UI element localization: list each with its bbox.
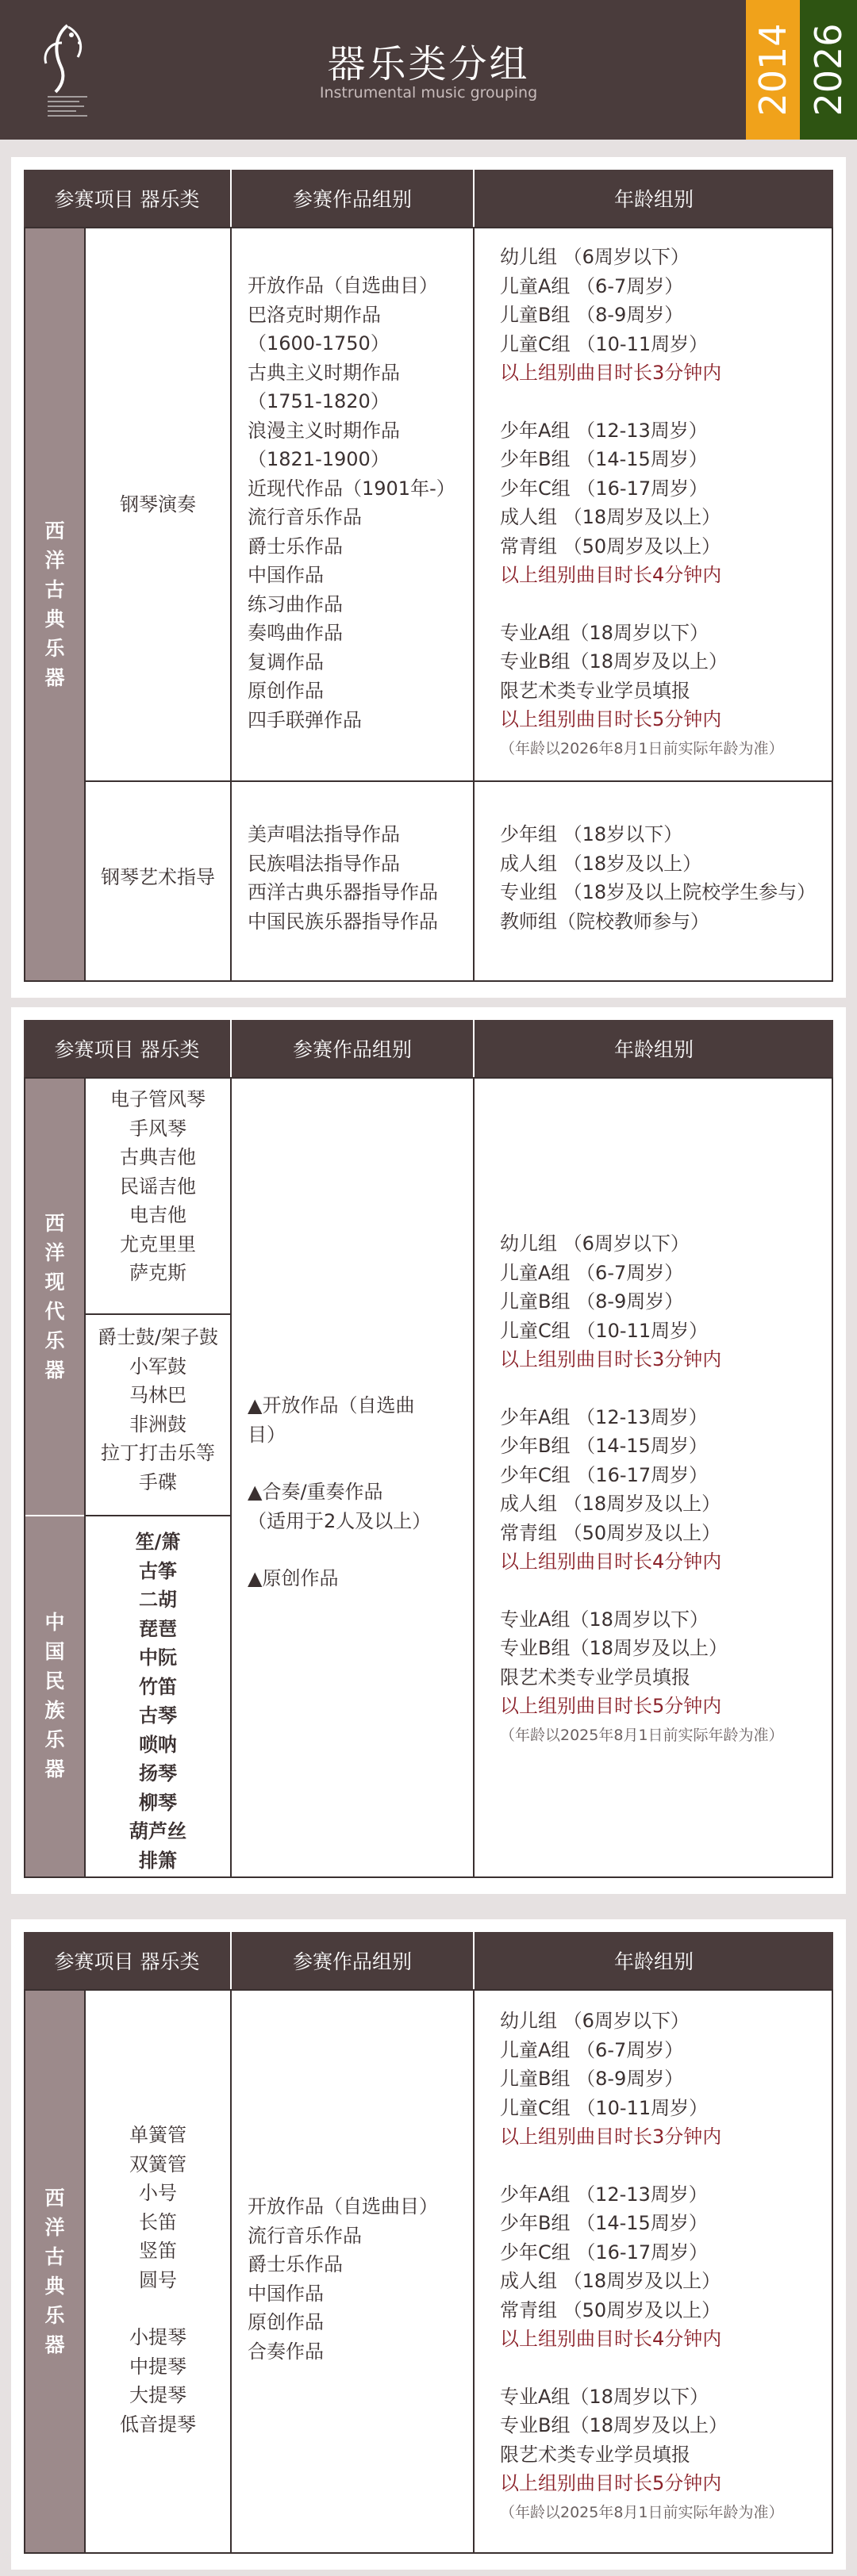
header-age: 年龄组别 (475, 1020, 833, 1077)
header-works: 参赛作品组别 (232, 1020, 473, 1077)
section-card-modern-chinese (11, 1007, 846, 1894)
event-piano: 钢琴演奏 (120, 493, 196, 516)
works-list: 开放作品（自选曲目） 流行音乐作品 爵士乐作品 中国作品 原创作品 合奏作品 (248, 2195, 438, 2363)
grouping-table-2 (24, 1020, 833, 1881)
header-event: 参赛项目 器乐类 (24, 170, 230, 227)
header-works: 参赛作品组别 (232, 1932, 473, 1989)
age-groups: 幼儿组 （6周岁以下） 儿童A组 （6-7周岁） 儿童B组 （8-9周岁） 儿童C组 （10-11周岁） 以上组别曲目时长3分钟内 少年A组 （12-13周岁） 少年B组 （14-15周岁） 少年C组 （16-17周岁） 成人组 （18周岁及以上） 常青组 （50周岁及以上） 以上组别曲目时长4分钟内 专业A组（18周岁以下） 专业B组（18周岁及以上） 限艺术类专业学员填报 以上组别曲目时长5分钟内 （年龄以2025年8月1日前实际年龄为准） (500, 2010, 784, 2521)
header-works: 参赛作品组别 (232, 170, 473, 227)
guide-works-list: 美声唱法指导作品 民族唱法指导作品 西洋古典乐器指导作品 中国民族乐器指导作品 (248, 823, 438, 933)
category-label: 西洋古典乐器 (25, 1991, 84, 2552)
table-body (24, 1989, 833, 2554)
guide-age-groups: 少年组 （18岁以下） 成人组 （18岁及以上） 专业组 （18岁及以上院校学生参与） 教师组（院校教师参与） (500, 823, 817, 933)
year-badge-start: 2014 (746, 0, 800, 140)
page-title: 器乐类分组 (327, 42, 530, 86)
header-event: 参赛项目 器乐类 (24, 1932, 230, 1989)
chinese-instrument-list: 笙/箫 古筝 二胡 琵琶 中阮 竹笛 古琴 唢呐 扬琴 柳琴 葫芦丝 排箫 (129, 1531, 186, 1872)
instrument-list: 单簧管 双簧管 小号 长笛 竖笛 圆号 小提琴 中提琴 大提琴 低音提琴 (120, 2124, 196, 2436)
event-piano-accompany: 钢琴艺术指导 (101, 866, 215, 888)
page-header (0, 0, 857, 140)
table-body (24, 227, 833, 982)
header-age: 年龄组别 (475, 1932, 833, 1989)
modern-percussion-list: 爵士鼓/架子鼓 小军鼓 马林巴 非洲鼓 拉丁打击乐等 手碟 (97, 1326, 219, 1493)
grouping-table-3 (24, 1932, 833, 2557)
category-label-chinese: 中国民族乐器 (25, 1515, 84, 1876)
category-label-modern: 西洋现代乐器 (25, 1079, 84, 1515)
page-subtitle: Instrumental music grouping (319, 84, 538, 102)
header-event: 参赛项目 器乐类 (24, 1020, 230, 1077)
age-groups: 幼儿组 （6周岁以下） 儿童A组 （6-7周岁） 儿童B组 （8-9周岁） 儿童C组 （10-11周岁） 以上组别曲目时长3分钟内 少年A组 （12-13周岁） 少年B组 （14-15周岁） 少年C组 （16-17周岁） 成人组 （18周岁及以上） 常青组 （50周岁及以上） 以上组别曲目时长4分钟内 专业A组（18周岁以下） 专业B组（18周岁及以上） 限艺术类专业学员填报 以上组别曲目时长5分钟内 （年龄以2025年8月1日前实际年龄为准） (500, 1232, 784, 1744)
table-body (24, 1077, 833, 1878)
works-list: ▲开放作品（自选曲 目） ▲合奏/重奏作品 （适用于2人及以上） ▲原创作品 (248, 1394, 432, 1589)
section-card-classical (11, 157, 846, 998)
section-card-orchestral (11, 1919, 846, 2570)
grouping-table-1 (24, 170, 833, 985)
festival-logo (32, 19, 103, 122)
category-label: 西洋古典乐器 (25, 228, 84, 980)
modern-keyboard-string-list: 电子管风琴 手风琴 古典吉他 民谣吉他 电吉他 尤克里里 萨克斯 (110, 1088, 206, 1284)
header-age: 年龄组别 (475, 170, 833, 227)
year-badge-end: 2026 (800, 0, 857, 140)
piano-age-groups: 幼儿组 （6周岁以下） 儿童A组 （6-7周岁） 儿童B组 （8-9周岁） 儿童C组 （10-11周岁） 以上组别曲目时长3分钟内 少年A组 （12-13周岁） 少年B组 （14-15周岁） 少年C组 （16-17周岁） 成人组 （18周岁及以上） 常青组 （50周岁及以上） 以上组别曲目时长4分钟内 专业A组（18周岁以下） 专业B组（18周岁及以上） 限艺术类专业学员填报 以上组别曲目时长5分钟内 （年龄以2026年8月1日前实际年龄为准） (500, 246, 784, 757)
piano-works-list: 开放作品（自选曲目） 巴洛克时期作品 （1600-1750） 古典主义时期作品 （1751-1820） 浪漫主义时期作品 （1821-1900） 近现代作品（1901年-） 流行音乐作品 爵士乐作品 中国作品 练习曲作品 奏鸣曲作品 复调作品 原创作品 四手联弹作品 (248, 274, 455, 731)
